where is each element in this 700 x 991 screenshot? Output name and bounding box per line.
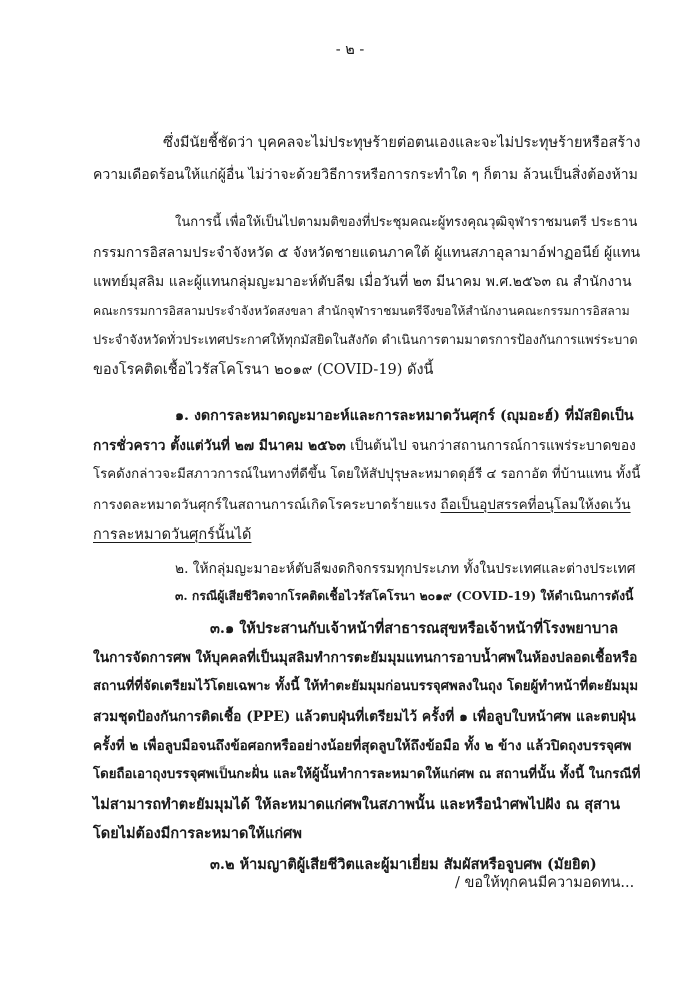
item-3-1-line: ครั้งที่ ๒ เพื่อลูบมือจนถึงข้อศอกหรืออย่างน้อยที่สุดลูบให้ถึงข้อมือ ทั้ง ๒ ข้าง แล้วปิดถุงบรรจุศพ	[93, 738, 632, 754]
paragraph-line: กรรมการอิสลามประจำจังหวัด ๕ จังหวัดชายแดนภาคใต้ ผู้แทนสภาอุลามาอ์ฟาฏอนีย์ ผู้แทน	[93, 245, 641, 261]
paragraph-line: ซึ่งมีนัยชี้ชัดว่า บุคคลจะไม่ประทุษร้ายต่อตนเองและจะไม่ประทุษร้ายหรือสร้าง	[163, 135, 641, 151]
item-1-line	[93, 495, 631, 515]
item-3-1-line: ในการจัดการศพ ให้บุคคลที่เป็นมุสลิมทำการตะยัมมุมแทนการอาบน้ำศพในห้องปลอดเชื้อหรือ	[93, 650, 638, 666]
paragraph-line: ประจำจังหวัดทั่วประเทศประกาศให้ทุกมัสยิดในสังกัด ดำเนินการตามมาตรการป้องกันการแพร่ระบาด	[93, 333, 638, 348]
item-3-1-line: โดยถือเอาถุงบรรจุศพเป็นกะฝั่น และให้ผู้นั้นทำการละหมาดให้แก่ศพ ณ สถานที่นั้น ทั้งนี้ ในกรณีที่	[93, 767, 641, 782]
item-1-heading: ๑. งดการละหมาดญะมาอะห์และการละหมาดวันศุกร์ (ญุมอะฮ์) ที่มัสยิดเป็น	[175, 408, 634, 424]
item-1-line: โรคดังกล่าวจะมีสภาวการณ์ในทางที่ดีขึ้น โดยให้สัปปุรุษละหมาดดุฮ์รี ๔ รอกาอัต ที่บ้านแทน ทั้งนี้	[93, 467, 641, 482]
paragraph-line: ในการนี้ เพื่อให้เป็นไปตามมติของที่ประชุมคณะผู้ทรงคุณวุฒิจุฬาราชมนตรี ประธาน	[175, 215, 638, 230]
continuation-note: / ขอให้ทุกคนมีความอดทน...	[455, 875, 635, 891]
item-1-underlined-text: การละหมาดวันศุกร์นั้นได้	[93, 527, 252, 543]
item-2: ๒. ให้กลุ่มญะมาอะห์ตับลีฆงดกิจกรรมทุกประเภท ทั้งในประเทศและต่างประเทศ	[175, 561, 636, 577]
item-1-bold-date: การชั่วคราว ตั้งแต่วันที่ ๒๗ มีนาคม ๒๕๖๓	[93, 438, 346, 454]
paragraph-line: แพทย์มุสลิม และผู้แทนกลุ่มญะมาอะห์ตับลีฆ เมื่อวันที่ ๒๓ มีนาคม พ.ศ.๒๕๖๓ ณ สำนักงาน	[93, 274, 632, 290]
paragraph-line: คณะกรรมการอิสลามประจำจังหวัดสงขลา สำนักจุฬาราชมนตรีจึงขอให้สำนักงานคณะกรรมการอิสลาม	[93, 304, 630, 318]
item-3-2: ๓.๒ ห้ามญาติผู้เสียชีวิตและผู้มาเยี่ยม สัมผัสหรือจูบศพ (มัยยิต)	[210, 856, 597, 873]
item-1-text: เป็นต้นไป จนกว่าสถานการณ์การแพร่ระบาดของ	[345, 438, 636, 454]
item-1-text: การงดละหมาดวันศุกร์ในสถานการณ์เกิดโรคระบาดร้ายแรง	[93, 497, 441, 513]
page-number: - ๒ -	[335, 42, 365, 58]
item-3-1-line: ๓.๑ ให้ประสานกับเจ้าหน้าที่สาธารณสุขหรือเจ้าหน้าที่โรงพยาบาล	[210, 620, 619, 637]
item-3-1-line: โดยไม่ต้องมีการละหมาดให้แก่ศพ	[93, 825, 302, 842]
item-3-1-line: ไม่สามารถทำตะยัมมุมได้ ให้ละหมาดแก่ศพในสภาพนั้น และหรือนำศพไปฝัง ณ สุสาน	[93, 796, 621, 813]
paragraph-line: ความเดือดร้อนให้แก่ผู้อื่น ไม่ว่าจะด้วยวิธีการหรือการกระทำใด ๆ ก็ตาม ล้วนเป็นสิ่งต้องห้าม	[93, 167, 638, 183]
item-3-1-line: สถานที่ที่จัดเตรียมไว้โดยเฉพาะ ทั้งนี้ ให้ทำตะยัมมุมก่อนบรรจุศพลงในถุง โดยผู้ทำหน้าที่ตะยัมมุม	[93, 679, 639, 694]
item-3-heading: ๓. กรณีผู้เสียชีวิตจากโรคติดเชื้อไวรัสโคโรนา ๒๐๑๙ (COVID-19) ให้ดำเนินการดังนี้	[175, 588, 634, 603]
item-1-underlined-text: ถือเป็นอุปสรรคที่อนุโลมให้งดเว้น	[440, 497, 631, 513]
item-1-line	[93, 436, 636, 456]
paragraph-line: ของโรคติดเชื้อไวรัสโคโรนา ๒๐๑๙ (COVID-19) ดังนี้	[93, 362, 434, 378]
item-3-1-line: สวมชุดป้องกันการติดเชื้อ (PPE) แล้วตบฝุ่นที่เตรียมไว้ ครั้งที่ ๑ เพื่อลูบใบหน้าศพ และตบฝุ่น	[93, 709, 636, 725]
